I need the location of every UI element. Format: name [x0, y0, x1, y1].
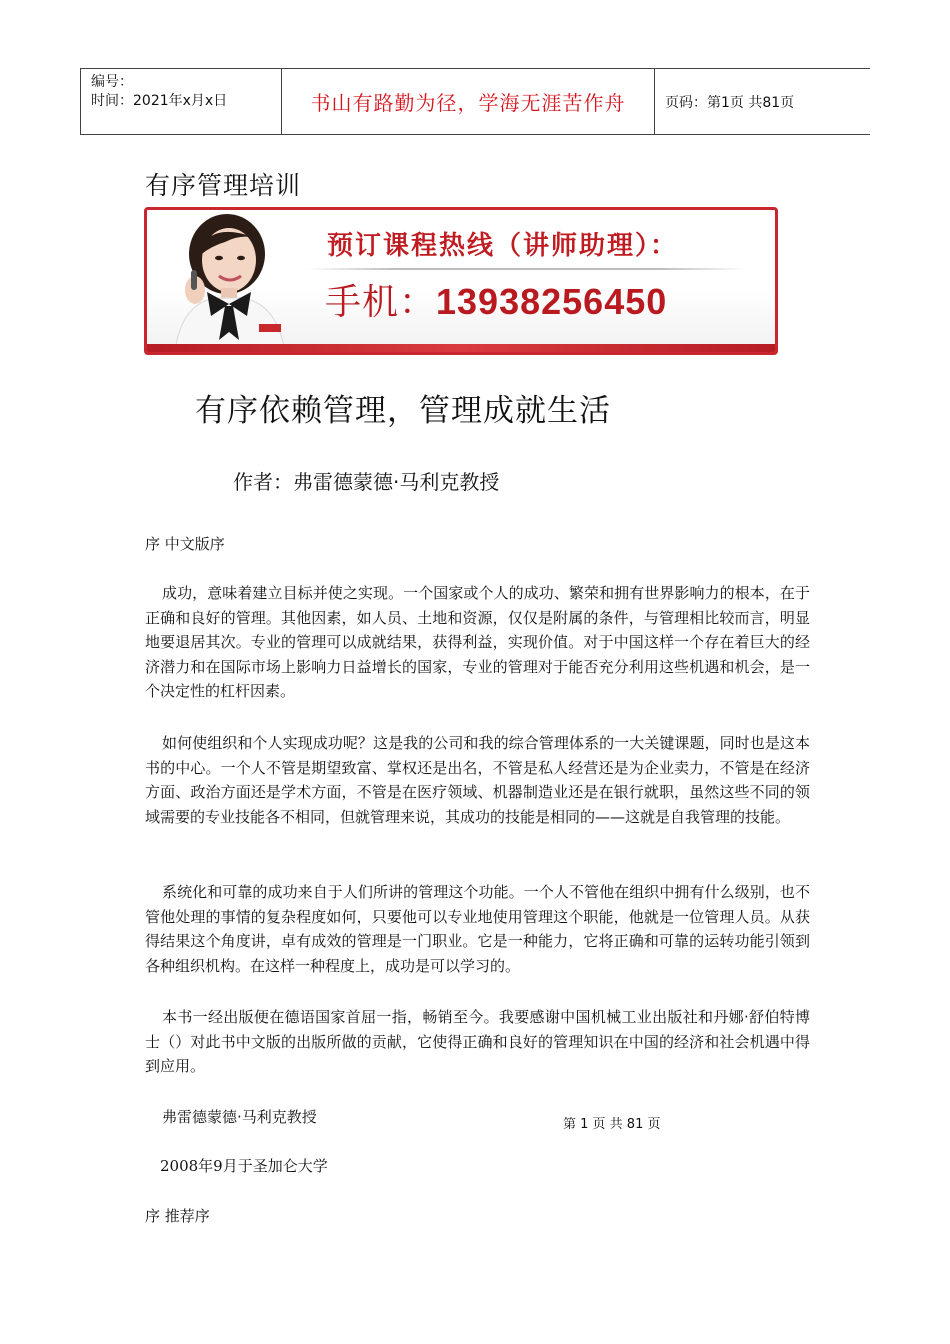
- phone-line: [325, 274, 667, 325]
- phone-label: 手机：: [325, 281, 437, 322]
- paragraph: 成功，意味着建立目标并使之实现。一个国家或个人的成功、繁荣和拥有世界影响力的根本，在于正确和良好的管理。其他因素，如人员、土地和资源，仅仅是附属的条件，与管理相比较而言，明显地要退居其次。专业的管理可以成就结果，获得利益，实现价值。对于中国这样一个存在着巨大的经济潜力和在国际市场上影响力日益增长的国家，专业的管理对于能否充分利用这些机遇和机会，是一个决定性的杠杆因素。: [145, 584, 810, 700]
- page-code: 页码：第1页 共81页: [665, 94, 795, 111]
- signature: 弗雷德蒙德·马利克教授: [162, 1108, 317, 1126]
- paragraph: 系统化和可靠的成功来自于人们所讲的管理这个功能。一个人不管他在组织中拥有什么级别，也不管他处理的事情的复杂程度如何，只要他可以专业地使用管理这个职能，他就是一位管理人员。从获得结果这个角度讲，卓有成效的管理是一门职业。它是一种能力，它将正确和可靠的运转功能引领到各种组织机构。在这样一种程度上，成功是可以学习的。: [145, 883, 810, 975]
- motto-text: 书山有路勤为径，学海无涯苦作舟: [310, 91, 626, 115]
- number-label: 编号：: [91, 74, 133, 90]
- receptionist-illustration: [155, 212, 305, 352]
- main-heading: 有序依赖管理，管理成就生活: [195, 393, 611, 429]
- section-heading-recommend-preface: 序 推荐序: [145, 1207, 210, 1225]
- banner-bottom-bar: [147, 344, 775, 352]
- header-meta-cell: [80, 69, 282, 134]
- header-page-cell: [655, 69, 870, 134]
- banner-divider: [307, 268, 747, 270]
- author-line: 作者：弗雷德蒙德·马利克教授: [233, 470, 500, 494]
- hotline-banner: [144, 207, 778, 355]
- date-place: 2008年9月于圣加仑大学: [160, 1157, 328, 1175]
- paragraph: 本书一经出版便在德语国家首屈一指，畅销至今。我要感谢中国机械工业出版社和丹娜·舒伯特博士（）对此书中文版的出版所做的贡献，它使得正确和良好的管理知识在中国的经济和社会机遇中得到应用。: [145, 1008, 810, 1075]
- phone-number: 13938256450: [436, 281, 668, 322]
- hotline-label: 预订课程热线（讲师助理）：: [327, 231, 679, 261]
- document-title: 有序管理培训: [145, 171, 302, 200]
- section-heading-chinese-preface: 序 中文版序: [145, 535, 225, 553]
- page-footer: 第 1 页 共 81 页: [563, 1117, 661, 1132]
- header-table: [80, 68, 870, 135]
- paragraph: 如何使组织和个人实现成功呢？这是我的公司和我的综合管理体系的一大关键课题，同时也是这本书的中心。一个人不管是期望致富、掌权还是出名，不管是私人经营还是为企业卖力，不管是在经济方面、政治方面还是学术方面，不管是在医疗领域、机器制造业还是在银行就职，虽然这些不同的领域需要的专业技能各不相同，但就管理来说，其成功的技能是相同的——这就是自我管理的技能。: [145, 734, 810, 826]
- header-motto-cell: [282, 69, 655, 134]
- time-label: 时间：2021年x月x日: [91, 93, 228, 109]
